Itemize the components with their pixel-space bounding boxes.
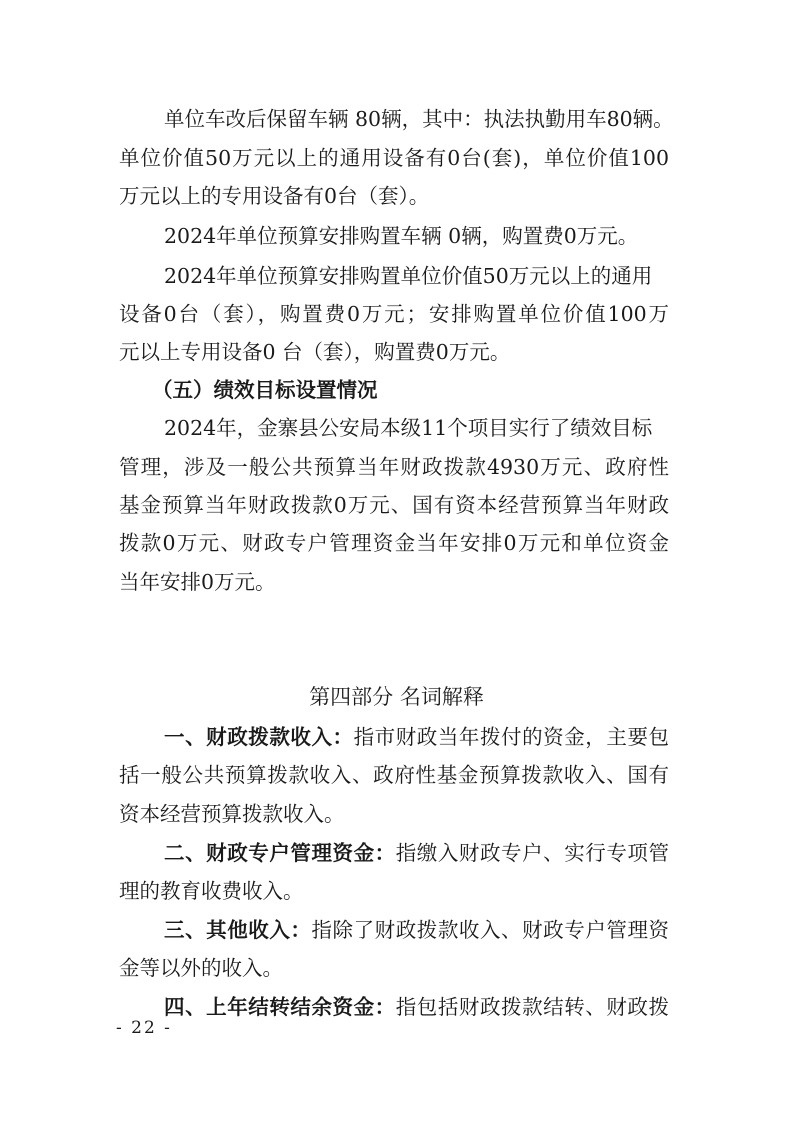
paragraph-line: 理的教育收费收入。 <box>119 879 304 903</box>
paragraph-line: 金等以外的收入。 <box>119 956 283 980</box>
paragraph-line: 单位价值50万元以上的通用设备有0台(套)，单位价值100 <box>119 146 669 170</box>
term-definition-line <box>164 722 669 752</box>
section-title: 第四部分 名词解释 <box>309 685 484 709</box>
paragraph-line: 万元以上的专用设备有0台（套）。 <box>119 184 430 208</box>
paragraph-line: 元以上专用设备0 台（套），购置费0万元。 <box>119 340 511 364</box>
term-definition-line <box>164 915 669 945</box>
term-text: 指除了财政拨款收入、财政专户管理资 <box>311 918 670 942</box>
paragraph-line: 管理，涉及一般公共预算当年财政拨款4930万元、政府性 <box>119 455 669 479</box>
term-text: 指缴入财政专户、实行专项管 <box>395 841 670 865</box>
paragraph-line: 设备0台（套），购置费0万元；安排购置单位价值100万 <box>119 302 669 326</box>
subsection-heading: （五）绩效目标设置情况 <box>152 378 378 402</box>
page-number: - 22 - <box>116 1018 172 1038</box>
paragraph-line: 资本经营预算拨款收入。 <box>119 802 345 826</box>
paragraph-line: 基金预算当年财政拨款0万元、国有资本经营预算当年财政 <box>119 493 669 517</box>
term-label: 三、其他收入： <box>164 918 312 942</box>
term-text: 指市财政当年拨付的资金，主要包 <box>353 725 670 749</box>
paragraph-line: 拨款0万元、财政专户管理资金当年安排0万元和单位资金 <box>119 531 669 555</box>
paragraph-line: 2024年，金寨县公安局本级11个项目实行了绩效目标 <box>164 416 653 440</box>
paragraph-line: 括一般公共预算拨款收入、政府性基金预算拨款收入、国有 <box>119 763 669 787</box>
paragraph-line: 当年安排0万元。 <box>119 570 276 594</box>
paragraph-line: 2024年单位预算安排购置车辆 0辆，购置费0万元。 <box>164 224 639 248</box>
term-text: 指包括财政拨款结转、财政拨 <box>395 995 670 1019</box>
term-definition-line <box>164 838 669 868</box>
paragraph-line: 2024年单位预算安排购置单位价值50万元以上的通用 <box>164 264 653 288</box>
term-label: 四、上年结转结余资金： <box>164 995 396 1019</box>
paragraph-line: 单位车改后保留车辆 80辆，其中：执法执勤用车80辆。 <box>164 107 674 131</box>
term-label: 一、财政拨款收入： <box>164 725 354 749</box>
term-label: 二、财政专户管理资金： <box>164 841 396 865</box>
term-definition-line <box>164 992 669 1022</box>
